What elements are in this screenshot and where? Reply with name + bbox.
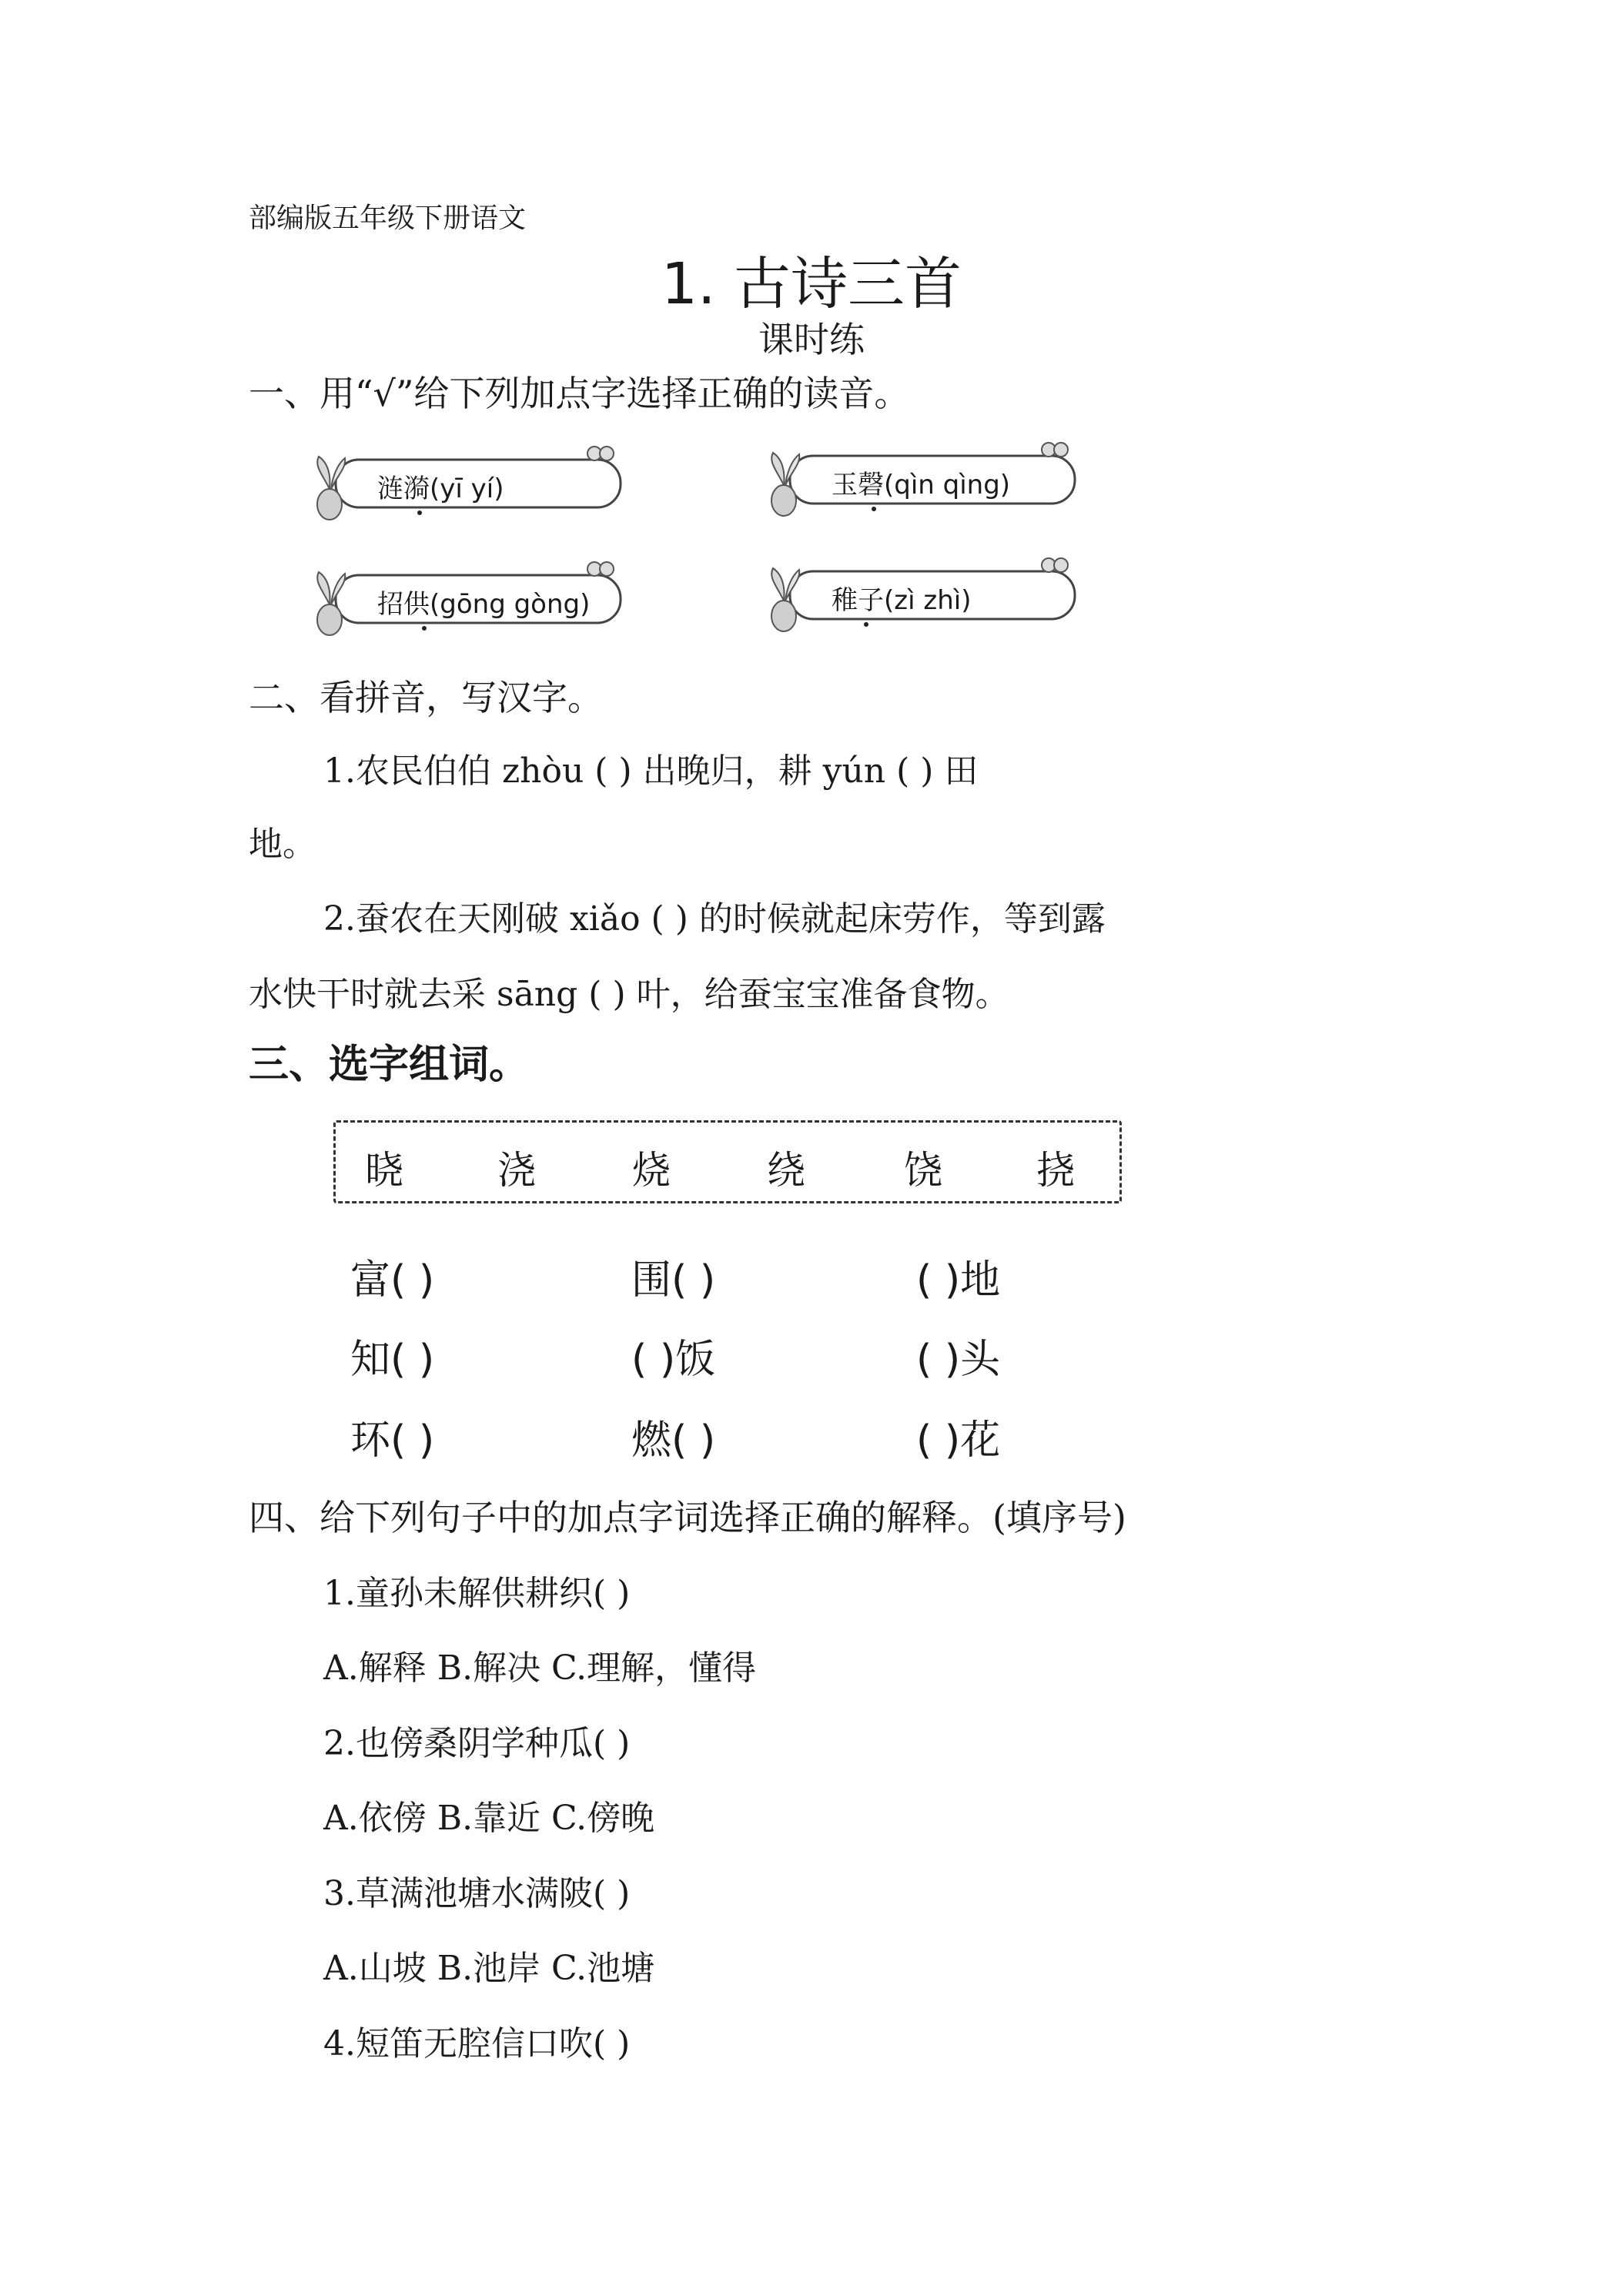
pinyin-card-text: 玉磬(qìn qìng) [832,470,1011,500]
question-line: 4.短笛无腔信口吹( ) [323,2024,631,2063]
pinyin-card-text: 招供(gōng gòng) [377,589,591,620]
question-line: 地。 [249,825,316,864]
question-line: 2.蚕农在天刚破 xiǎo ( ) 的时候就起床劳作，等到露 [323,899,1106,939]
character-choice-box [333,1120,1122,1203]
question-line: 1.农民伯伯 zhòu ( ) 出晚归，耕 yún ( ) 田 [323,751,979,791]
page-title: 1. 古诗三首 [661,251,962,317]
word-blank: 富( ) [350,1257,435,1304]
section-3-heading: 三、选字组词。 [249,1042,530,1088]
choice-char: 挠 [1036,1148,1075,1193]
pinyin-card [762,439,1078,524]
emphasis-dot [417,510,422,515]
pinyin-card [308,558,624,643]
choice-char: 晓 [365,1148,403,1193]
question-line: 1.童孙未解供耕织( ) [323,1574,631,1613]
answer-options: A.解释 B.解决 C.理解，懂得 [323,1648,757,1688]
section-1-heading: 一、用“√”给下列加点字选择正确的读音。 [249,373,910,414]
document-header-label: 部编版五年级下册语文 [249,202,527,234]
word-blank: ( )饭 [631,1337,716,1383]
pinyin-card-text: 涟漪(yī yí) [377,474,504,504]
pinyin-card-text: 稚子(zì zhì) [832,585,972,616]
word-blank: ( )地 [916,1257,1001,1304]
word-blank: 知( ) [350,1337,435,1383]
word-blank: 围( ) [631,1257,716,1304]
question-line: 2.也傍桑阴学种瓜( ) [323,1724,631,1763]
choice-char: 烧 [632,1148,671,1193]
word-blank: 环( ) [350,1417,435,1464]
page-subtitle: 课时练 [758,319,865,360]
pinyin-card [762,554,1078,639]
word-blank: 燃( ) [631,1417,716,1464]
emphasis-dot [422,626,427,631]
question-line: 3.草满池塘水满陂( ) [323,1874,631,1913]
section-4-heading: 四、给下列句子中的加点字词选择正确的解释。(填序号) [249,1497,1126,1538]
question-line: 水快干时就去采 sāng ( ) 叶，给蚕宝宝准备食物。 [249,975,1009,1014]
emphasis-dot [872,507,876,511]
choice-char: 饶 [904,1148,942,1193]
word-blank: ( )头 [916,1337,1001,1383]
section-2-heading: 二、看拼音，写汉字。 [249,677,603,718]
pinyin-card [308,443,624,527]
choice-char: 绕 [767,1148,805,1193]
choice-char: 浇 [497,1148,536,1193]
word-blank: ( )花 [916,1417,1001,1464]
answer-options: A.山坡 B.池岸 C.池塘 [323,1949,655,1988]
answer-options: A.依傍 B.靠近 C.傍晚 [323,1799,655,1838]
emphasis-dot [864,622,868,627]
